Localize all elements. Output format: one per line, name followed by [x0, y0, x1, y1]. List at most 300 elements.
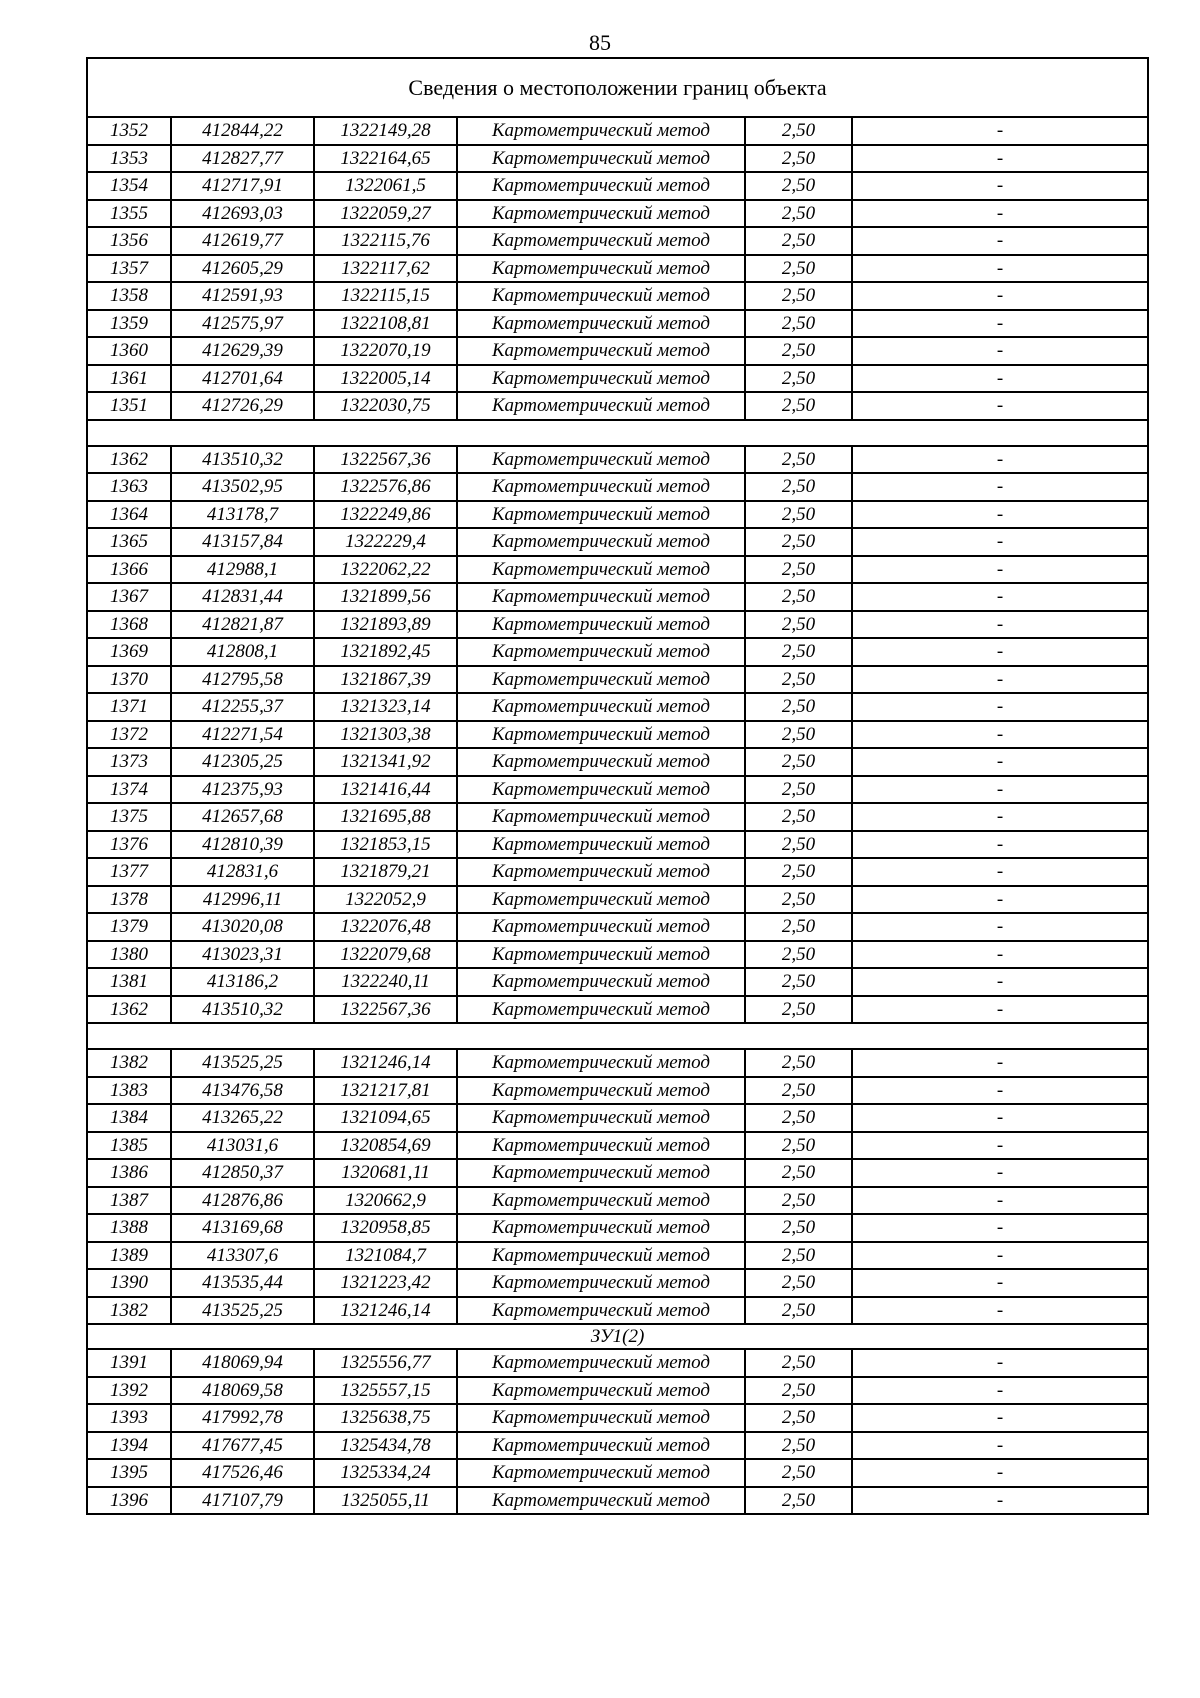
x-coordinate-cell: 412996,11	[171, 886, 314, 914]
accuracy-cell: 2,50	[745, 556, 852, 584]
accuracy-cell: 2,50	[745, 1242, 852, 1270]
point-number-cell: 1358	[87, 282, 171, 310]
point-number-cell: 1390	[87, 1269, 171, 1297]
y-coordinate-cell: 1321246,14	[314, 1297, 457, 1325]
x-coordinate-cell: 413023,31	[171, 941, 314, 969]
point-number-cell: 1377	[87, 858, 171, 886]
description-cell: -	[852, 1349, 1148, 1377]
point-number-cell: 1384	[87, 1104, 171, 1132]
point-number-cell: 1366	[87, 556, 171, 584]
table-row	[87, 996, 1148, 1024]
point-number-cell: 1361	[87, 365, 171, 393]
y-coordinate-cell: 1322052,9	[314, 886, 457, 914]
x-coordinate-cell: 412876,86	[171, 1187, 314, 1215]
y-coordinate-cell: 1325638,75	[314, 1404, 457, 1432]
y-coordinate-cell: 1321893,89	[314, 611, 457, 639]
table-row	[87, 941, 1148, 969]
description-cell: -	[852, 941, 1148, 969]
point-number-cell: 1392	[87, 1377, 171, 1405]
x-coordinate-cell: 413157,84	[171, 528, 314, 556]
description-cell: -	[852, 1377, 1148, 1405]
table-row	[87, 200, 1148, 228]
accuracy-cell: 2,50	[745, 831, 852, 859]
method-cell: Картометрический метод	[457, 1104, 745, 1132]
table-row	[87, 1269, 1148, 1297]
x-coordinate-cell: 417677,45	[171, 1432, 314, 1460]
accuracy-cell: 2,50	[745, 337, 852, 365]
section-label-row	[87, 1324, 1148, 1349]
x-coordinate-cell: 413476,58	[171, 1077, 314, 1105]
description-cell: -	[852, 1049, 1148, 1077]
accuracy-cell: 2,50	[745, 310, 852, 338]
point-number-cell: 1385	[87, 1132, 171, 1160]
table-row	[87, 1187, 1148, 1215]
description-cell: -	[852, 227, 1148, 255]
description-cell: -	[852, 200, 1148, 228]
method-cell: Картометрический метод	[457, 748, 745, 776]
description-cell: -	[852, 117, 1148, 145]
point-number-cell: 1356	[87, 227, 171, 255]
point-number-cell: 1380	[87, 941, 171, 969]
method-cell: Картометрический метод	[457, 117, 745, 145]
method-cell: Картометрический метод	[457, 255, 745, 283]
accuracy-cell: 2,50	[745, 1349, 852, 1377]
description-cell: -	[852, 1487, 1148, 1515]
accuracy-cell: 2,50	[745, 1104, 852, 1132]
y-coordinate-cell: 1322030,75	[314, 392, 457, 420]
y-coordinate-cell: 1320662,9	[314, 1187, 457, 1215]
y-coordinate-cell: 1322115,76	[314, 227, 457, 255]
table-row	[87, 611, 1148, 639]
accuracy-cell: 2,50	[745, 858, 852, 886]
description-cell: -	[852, 803, 1148, 831]
x-coordinate-cell: 412827,77	[171, 145, 314, 173]
method-cell: Картометрический метод	[457, 996, 745, 1024]
x-coordinate-cell: 412701,64	[171, 365, 314, 393]
description-cell: -	[852, 556, 1148, 584]
table-row	[87, 638, 1148, 666]
description-cell: -	[852, 337, 1148, 365]
section-label: ЗУ1(2)	[87, 1324, 1148, 1349]
description-cell: -	[852, 392, 1148, 420]
y-coordinate-cell: 1325334,24	[314, 1459, 457, 1487]
description-cell: -	[852, 748, 1148, 776]
y-coordinate-cell: 1321084,7	[314, 1242, 457, 1270]
description-cell: -	[852, 473, 1148, 501]
point-number-cell: 1372	[87, 721, 171, 749]
point-number-cell: 1364	[87, 501, 171, 529]
table-row	[87, 831, 1148, 859]
accuracy-cell: 2,50	[745, 886, 852, 914]
table-title-row	[87, 58, 1148, 117]
method-cell: Картометрический метод	[457, 1132, 745, 1160]
method-cell: Картометрический метод	[457, 446, 745, 474]
point-number-cell: 1383	[87, 1077, 171, 1105]
accuracy-cell: 2,50	[745, 583, 852, 611]
x-coordinate-cell: 412255,37	[171, 693, 314, 721]
description-cell: -	[852, 996, 1148, 1024]
y-coordinate-cell: 1325055,11	[314, 1487, 457, 1515]
description-cell: -	[852, 1269, 1148, 1297]
method-cell: Картометрический метод	[457, 501, 745, 529]
x-coordinate-cell: 413186,2	[171, 968, 314, 996]
point-number-cell: 1381	[87, 968, 171, 996]
y-coordinate-cell: 1325434,78	[314, 1432, 457, 1460]
method-cell: Картометрический метод	[457, 803, 745, 831]
y-coordinate-cell: 1322149,28	[314, 117, 457, 145]
x-coordinate-cell: 412844,22	[171, 117, 314, 145]
table-row	[87, 528, 1148, 556]
x-coordinate-cell: 413178,7	[171, 501, 314, 529]
point-number-cell: 1357	[87, 255, 171, 283]
method-cell: Картометрический метод	[457, 528, 745, 556]
description-cell: -	[852, 1187, 1148, 1215]
description-cell: -	[852, 583, 1148, 611]
table-row	[87, 365, 1148, 393]
method-cell: Картометрический метод	[457, 1487, 745, 1515]
accuracy-cell: 2,50	[745, 117, 852, 145]
accuracy-cell: 2,50	[745, 638, 852, 666]
table-row	[87, 1214, 1148, 1242]
x-coordinate-cell: 412831,44	[171, 583, 314, 611]
method-cell: Картометрический метод	[457, 666, 745, 694]
method-cell: Картометрический метод	[457, 473, 745, 501]
point-number-cell: 1369	[87, 638, 171, 666]
accuracy-cell: 2,50	[745, 1269, 852, 1297]
method-cell: Картометрический метод	[457, 310, 745, 338]
y-coordinate-cell: 1322059,27	[314, 200, 457, 228]
method-cell: Картометрический метод	[457, 1459, 745, 1487]
point-number-cell: 1387	[87, 1187, 171, 1215]
description-cell: -	[852, 913, 1148, 941]
y-coordinate-cell: 1321416,44	[314, 776, 457, 804]
accuracy-cell: 2,50	[745, 365, 852, 393]
method-cell: Картометрический метод	[457, 365, 745, 393]
accuracy-cell: 2,50	[745, 1432, 852, 1460]
x-coordinate-cell: 413502,95	[171, 473, 314, 501]
y-coordinate-cell: 1321695,88	[314, 803, 457, 831]
y-coordinate-cell: 1322164,65	[314, 145, 457, 173]
x-coordinate-cell: 413265,22	[171, 1104, 314, 1132]
accuracy-cell: 2,50	[745, 1049, 852, 1077]
description-cell: -	[852, 721, 1148, 749]
y-coordinate-cell: 1321341,92	[314, 748, 457, 776]
y-coordinate-cell: 1322576,86	[314, 473, 457, 501]
description-cell: -	[852, 1077, 1148, 1105]
accuracy-cell: 2,50	[745, 996, 852, 1024]
y-coordinate-cell: 1321094,65	[314, 1104, 457, 1132]
point-number-cell: 1374	[87, 776, 171, 804]
accuracy-cell: 2,50	[745, 200, 852, 228]
x-coordinate-cell: 412808,1	[171, 638, 314, 666]
y-coordinate-cell: 1322229,4	[314, 528, 457, 556]
x-coordinate-cell: 412693,03	[171, 200, 314, 228]
point-number-cell: 1370	[87, 666, 171, 694]
description-cell: -	[852, 886, 1148, 914]
method-cell: Картометрический метод	[457, 776, 745, 804]
accuracy-cell: 2,50	[745, 1077, 852, 1105]
y-coordinate-cell: 1322117,62	[314, 255, 457, 283]
accuracy-cell: 2,50	[745, 473, 852, 501]
accuracy-cell: 2,50	[745, 1459, 852, 1487]
method-cell: Картометрический метод	[457, 611, 745, 639]
accuracy-cell: 2,50	[745, 693, 852, 721]
method-cell: Картометрический метод	[457, 1214, 745, 1242]
accuracy-cell: 2,50	[745, 611, 852, 639]
x-coordinate-cell: 412850,37	[171, 1159, 314, 1187]
accuracy-cell: 2,50	[745, 913, 852, 941]
x-coordinate-cell: 412591,93	[171, 282, 314, 310]
y-coordinate-cell: 1322567,36	[314, 996, 457, 1024]
description-cell: -	[852, 310, 1148, 338]
y-coordinate-cell: 1322567,36	[314, 446, 457, 474]
method-cell: Картометрический метод	[457, 721, 745, 749]
point-number-cell: 1396	[87, 1487, 171, 1515]
y-coordinate-cell: 1322079,68	[314, 941, 457, 969]
point-number-cell: 1354	[87, 172, 171, 200]
y-coordinate-cell: 1322005,14	[314, 365, 457, 393]
accuracy-cell: 2,50	[745, 392, 852, 420]
table-row	[87, 666, 1148, 694]
table-row	[87, 501, 1148, 529]
y-coordinate-cell: 1322108,81	[314, 310, 457, 338]
table-row	[87, 1049, 1148, 1077]
table-row	[87, 1459, 1148, 1487]
x-coordinate-cell: 417107,79	[171, 1487, 314, 1515]
x-coordinate-cell: 413525,25	[171, 1049, 314, 1077]
x-coordinate-cell: 412657,68	[171, 803, 314, 831]
table-row	[87, 721, 1148, 749]
description-cell: -	[852, 282, 1148, 310]
method-cell: Картометрический метод	[457, 1159, 745, 1187]
accuracy-cell: 2,50	[745, 721, 852, 749]
accuracy-cell: 2,50	[745, 446, 852, 474]
x-coordinate-cell: 413169,68	[171, 1214, 314, 1242]
point-number-cell: 1393	[87, 1404, 171, 1432]
table-row	[87, 1487, 1148, 1515]
y-coordinate-cell: 1321892,45	[314, 638, 457, 666]
method-cell: Картометрический метод	[457, 200, 745, 228]
description-cell: -	[852, 1104, 1148, 1132]
method-cell: Картометрический метод	[457, 583, 745, 611]
x-coordinate-cell: 412629,39	[171, 337, 314, 365]
method-cell: Картометрический метод	[457, 556, 745, 584]
description-cell: -	[852, 145, 1148, 173]
x-coordinate-cell: 412375,93	[171, 776, 314, 804]
y-coordinate-cell: 1322115,15	[314, 282, 457, 310]
point-number-cell: 1375	[87, 803, 171, 831]
x-coordinate-cell: 412831,6	[171, 858, 314, 886]
accuracy-cell: 2,50	[745, 941, 852, 969]
accuracy-cell: 2,50	[745, 145, 852, 173]
accuracy-cell: 2,50	[745, 968, 852, 996]
point-number-cell: 1365	[87, 528, 171, 556]
x-coordinate-cell: 412305,25	[171, 748, 314, 776]
table-row	[87, 748, 1148, 776]
x-coordinate-cell: 413020,08	[171, 913, 314, 941]
method-cell: Картометрический метод	[457, 1432, 745, 1460]
accuracy-cell: 2,50	[745, 748, 852, 776]
point-number-cell: 1362	[87, 996, 171, 1024]
x-coordinate-cell: 413510,32	[171, 996, 314, 1024]
point-number-cell: 1351	[87, 392, 171, 420]
table-row	[87, 1432, 1148, 1460]
y-coordinate-cell: 1325557,15	[314, 1377, 457, 1405]
table-row	[87, 968, 1148, 996]
description-cell: -	[852, 1132, 1148, 1160]
y-coordinate-cell: 1322076,48	[314, 913, 457, 941]
table-row	[87, 1377, 1148, 1405]
contour-separator-cell	[87, 420, 1148, 446]
method-cell: Картометрический метод	[457, 1269, 745, 1297]
table-row	[87, 1132, 1148, 1160]
point-number-cell: 1376	[87, 831, 171, 859]
point-number-cell: 1388	[87, 1214, 171, 1242]
table-row	[87, 1349, 1148, 1377]
description-cell: -	[852, 858, 1148, 886]
y-coordinate-cell: 1322070,19	[314, 337, 457, 365]
accuracy-cell: 2,50	[745, 1132, 852, 1160]
x-coordinate-cell: 412810,39	[171, 831, 314, 859]
x-coordinate-cell: 412271,54	[171, 721, 314, 749]
x-coordinate-cell: 417992,78	[171, 1404, 314, 1432]
description-cell: -	[852, 968, 1148, 996]
description-cell: -	[852, 1404, 1148, 1432]
accuracy-cell: 2,50	[745, 1487, 852, 1515]
x-coordinate-cell: 412605,29	[171, 255, 314, 283]
table-row	[87, 1104, 1148, 1132]
y-coordinate-cell: 1321217,81	[314, 1077, 457, 1105]
point-number-cell: 1362	[87, 446, 171, 474]
accuracy-cell: 2,50	[745, 1159, 852, 1187]
y-coordinate-cell: 1322240,11	[314, 968, 457, 996]
method-cell: Картометрический метод	[457, 337, 745, 365]
table-row	[87, 858, 1148, 886]
method-cell: Картометрический метод	[457, 282, 745, 310]
y-coordinate-cell: 1321899,56	[314, 583, 457, 611]
y-coordinate-cell: 1325556,77	[314, 1349, 457, 1377]
x-coordinate-cell: 413510,32	[171, 446, 314, 474]
contour-separator-row	[87, 420, 1148, 446]
boundary-coordinates-table	[86, 57, 1149, 1515]
table-row	[87, 1077, 1148, 1105]
description-cell: -	[852, 172, 1148, 200]
y-coordinate-cell: 1322249,86	[314, 501, 457, 529]
table-row	[87, 282, 1148, 310]
table-row	[87, 693, 1148, 721]
table-title: Сведения о местоположении границ объекта	[87, 58, 1148, 117]
x-coordinate-cell: 412988,1	[171, 556, 314, 584]
y-coordinate-cell: 1320681,11	[314, 1159, 457, 1187]
method-cell: Картометрический метод	[457, 913, 745, 941]
accuracy-cell: 2,50	[745, 501, 852, 529]
description-cell: -	[852, 446, 1148, 474]
point-number-cell: 1394	[87, 1432, 171, 1460]
point-number-cell: 1367	[87, 583, 171, 611]
method-cell: Картометрический метод	[457, 1242, 745, 1270]
accuracy-cell: 2,50	[745, 803, 852, 831]
accuracy-cell: 2,50	[745, 255, 852, 283]
x-coordinate-cell: 412717,91	[171, 172, 314, 200]
accuracy-cell: 2,50	[745, 666, 852, 694]
y-coordinate-cell: 1322061,5	[314, 172, 457, 200]
method-cell: Картометрический метод	[457, 1297, 745, 1325]
description-cell: -	[852, 611, 1148, 639]
description-cell: -	[852, 638, 1148, 666]
point-number-cell: 1391	[87, 1349, 171, 1377]
point-number-cell: 1382	[87, 1297, 171, 1325]
table-row	[87, 583, 1148, 611]
y-coordinate-cell: 1321879,21	[314, 858, 457, 886]
point-number-cell: 1355	[87, 200, 171, 228]
description-cell: -	[852, 1159, 1148, 1187]
point-number-cell: 1395	[87, 1459, 171, 1487]
point-number-cell: 1353	[87, 145, 171, 173]
table-row	[87, 446, 1148, 474]
method-cell: Картометрический метод	[457, 693, 745, 721]
table-row	[87, 227, 1148, 255]
table-row	[87, 1159, 1148, 1187]
x-coordinate-cell: 413525,25	[171, 1297, 314, 1325]
method-cell: Картометрический метод	[457, 392, 745, 420]
table-row	[87, 886, 1148, 914]
table-row	[87, 337, 1148, 365]
point-number-cell: 1363	[87, 473, 171, 501]
description-cell: -	[852, 501, 1148, 529]
accuracy-cell: 2,50	[745, 528, 852, 556]
accuracy-cell: 2,50	[745, 172, 852, 200]
y-coordinate-cell: 1322062,22	[314, 556, 457, 584]
accuracy-cell: 2,50	[745, 1297, 852, 1325]
table-row	[87, 556, 1148, 584]
table-row	[87, 1404, 1148, 1432]
method-cell: Картометрический метод	[457, 941, 745, 969]
x-coordinate-cell: 418069,58	[171, 1377, 314, 1405]
table-row	[87, 913, 1148, 941]
method-cell: Картометрический метод	[457, 227, 745, 255]
method-cell: Картометрический метод	[457, 638, 745, 666]
x-coordinate-cell: 418069,94	[171, 1349, 314, 1377]
description-cell: -	[852, 528, 1148, 556]
point-number-cell: 1382	[87, 1049, 171, 1077]
point-number-cell: 1386	[87, 1159, 171, 1187]
point-number-cell: 1371	[87, 693, 171, 721]
method-cell: Картометрический метод	[457, 968, 745, 996]
point-number-cell: 1352	[87, 117, 171, 145]
accuracy-cell: 2,50	[745, 1214, 852, 1242]
point-number-cell: 1373	[87, 748, 171, 776]
method-cell: Картометрический метод	[457, 1049, 745, 1077]
point-number-cell: 1379	[87, 913, 171, 941]
point-number-cell: 1378	[87, 886, 171, 914]
accuracy-cell: 2,50	[745, 227, 852, 255]
page-number: 85	[589, 30, 611, 55]
description-cell: -	[852, 1459, 1148, 1487]
y-coordinate-cell: 1321246,14	[314, 1049, 457, 1077]
table-row	[87, 392, 1148, 420]
method-cell: Картометрический метод	[457, 1187, 745, 1215]
point-number-cell: 1359	[87, 310, 171, 338]
table-row	[87, 255, 1148, 283]
y-coordinate-cell: 1321323,14	[314, 693, 457, 721]
description-cell: -	[852, 1432, 1148, 1460]
x-coordinate-cell: 412821,87	[171, 611, 314, 639]
description-cell: -	[852, 831, 1148, 859]
method-cell: Картометрический метод	[457, 1404, 745, 1432]
description-cell: -	[852, 365, 1148, 393]
method-cell: Картометрический метод	[457, 145, 745, 173]
point-number-cell: 1360	[87, 337, 171, 365]
